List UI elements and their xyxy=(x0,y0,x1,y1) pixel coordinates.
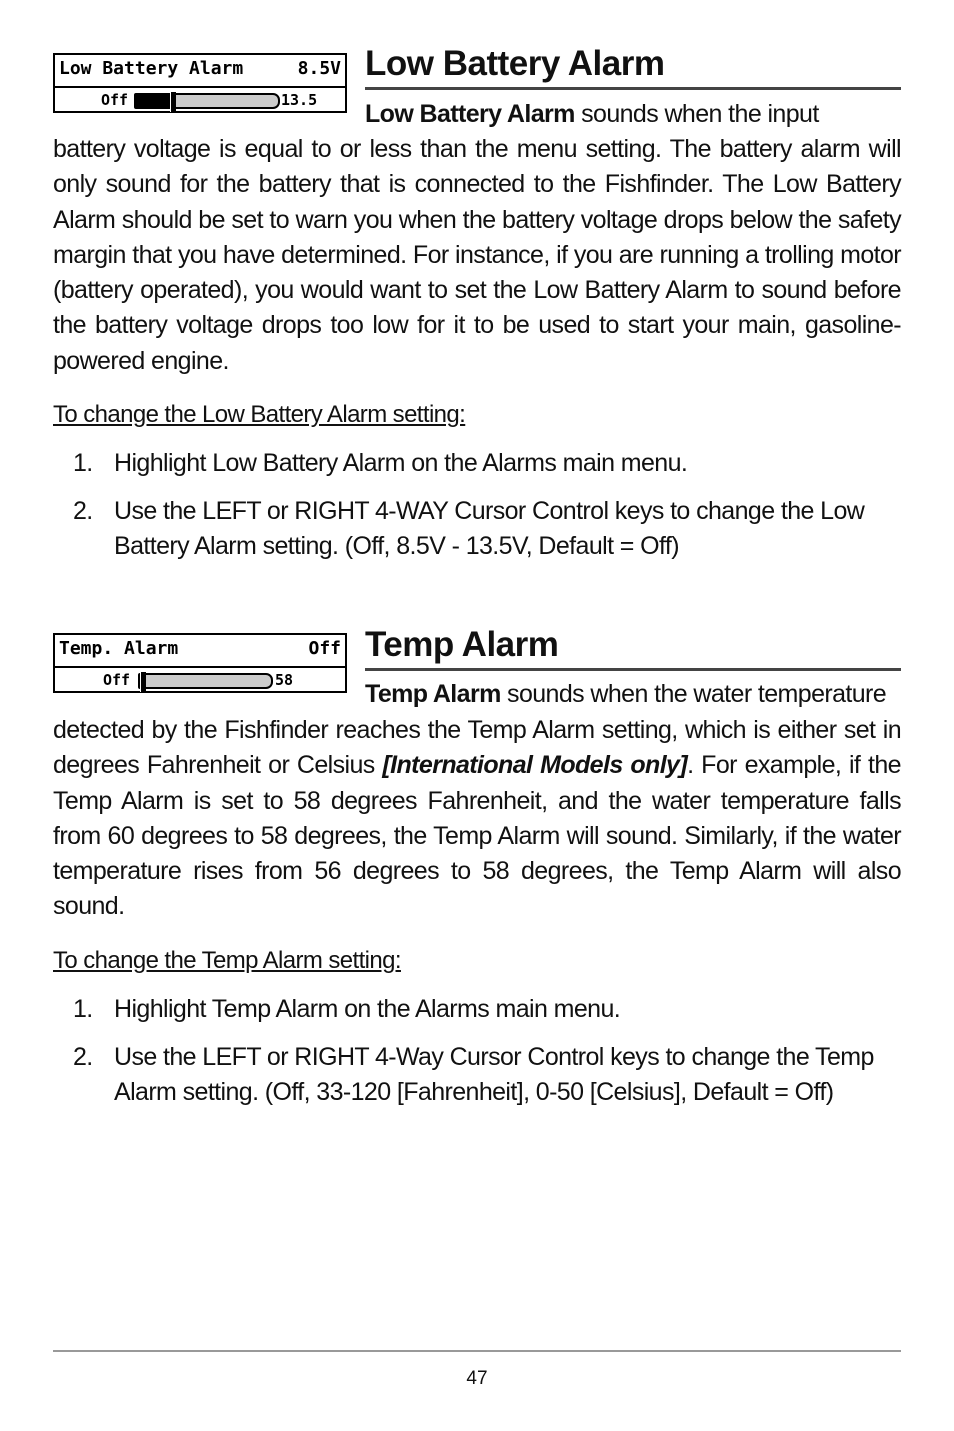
step-number: 1. xyxy=(73,995,93,1023)
step-text: Highlight Low Battery Alarm on the Alarms main menu. xyxy=(114,449,688,477)
body-text: . For example, if the Temp Alarm is set to 58 degrees Fahrenheit, and the water temperature falls from 60 degrees to 58 degrees, the Temp Alarm will sound. Similarly, if the water temperature rises from 56 degrees to 58 degrees, the Temp Alarm will also sound. xyxy=(53,751,901,921)
widget-divider xyxy=(55,86,345,88)
lead-text: sounds when the water temperature xyxy=(500,680,887,708)
section-heading: Low Battery Alarm xyxy=(365,44,665,83)
low-battery-widget xyxy=(53,53,347,113)
step-number: 2. xyxy=(73,496,93,525)
list-item xyxy=(53,992,901,1028)
slider-thumb xyxy=(140,672,146,692)
step-text: Use the LEFT or RIGHT 4-WAY Cursor Control keys to change the Low Battery Alarm setting. (Off, 8.5V - 13.5V, Default = Off) xyxy=(114,496,865,560)
lead-bold: Temp Alarm xyxy=(365,680,501,708)
slider-fill xyxy=(136,95,172,107)
heading-rule xyxy=(365,87,901,90)
widget-title: Temp. Alarm xyxy=(59,638,179,659)
slider-min-label: Off xyxy=(101,91,129,109)
lead-text: sounds when the input xyxy=(574,100,819,128)
slider-thumb xyxy=(170,92,176,112)
list-item xyxy=(53,494,901,565)
steps-list xyxy=(53,992,901,1111)
list-item xyxy=(53,1040,901,1111)
widget-title: Low Battery Alarm xyxy=(59,58,244,79)
temp-alarm-slider xyxy=(138,673,273,689)
step-number: 1. xyxy=(73,449,93,477)
step-text: Highlight Temp Alarm on the Alarms main menu. xyxy=(114,995,621,1023)
lead-bold: Low Battery Alarm xyxy=(365,100,575,128)
slider-max-label: 58 xyxy=(275,671,294,689)
page-number: 47 xyxy=(466,1368,488,1389)
slider-min-label: Off xyxy=(103,671,131,689)
body-text: detected by the Fishfinder reaches the Temp Alarm setting, which is either set in degrees Fahrenheit or Celsius xyxy=(53,716,901,780)
slider-max-label: 13.5 xyxy=(281,91,318,109)
list-item xyxy=(53,446,901,482)
widget-value: Off xyxy=(308,638,341,659)
subheading: To change the Low Battery Alarm setting: xyxy=(53,401,466,428)
body-paragraph xyxy=(53,713,901,925)
temp-alarm-widget xyxy=(53,633,347,693)
italic-note: [International Models only] xyxy=(382,751,688,780)
section-heading: Temp Alarm xyxy=(365,625,559,664)
subheading: To change the Temp Alarm setting: xyxy=(53,947,401,974)
body-paragraph: battery voltage is equal to or less than the menu setting. The battery alarm will only sound for the battery that is connected to the Fishfinder. The Low Battery Alarm should be set to warn you when the battery voltage drops below the safety margin that you have determined. For instance, if you are running a trolling motor (battery operated), you would want to set the Low Battery Alarm to sound before the battery voltage drops too low for it to be used to start your main, gasoline-powered engine. xyxy=(53,135,901,375)
steps-list xyxy=(53,446,901,565)
step-text: Use the LEFT or RIGHT 4-Way Cursor Control keys to change the Temp Alarm setting. (Off, 33-120 [Fahrenheit], 0-50 [Celsius], Default = Off) xyxy=(114,1042,874,1106)
widget-value: 8.5V xyxy=(297,58,341,79)
intro-line xyxy=(365,97,901,132)
footer-rule xyxy=(53,1350,901,1352)
low-battery-slider xyxy=(134,93,280,109)
heading-rule xyxy=(365,668,901,671)
widget-divider xyxy=(55,666,345,668)
step-number: 2. xyxy=(73,1042,93,1071)
intro-line xyxy=(365,677,901,712)
